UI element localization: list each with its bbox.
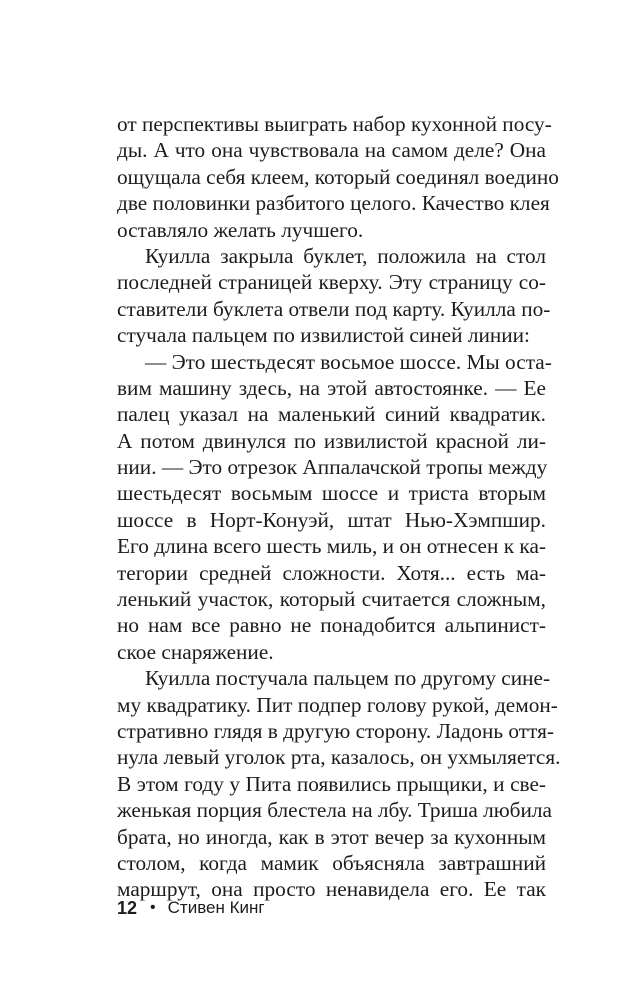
text-line: ставители буклета отвели под карту. Куилла по-: [117, 296, 551, 321]
running-head-author: Стивен Кинг: [167, 898, 265, 917]
text-line: брата, но иногда, как в этот вечер за кухонным: [117, 824, 546, 849]
text-line: от перспективы выиграть набор кухонной посу-: [117, 112, 552, 136]
text-line: А потом двинулся по извилистой красной ли-: [117, 428, 546, 453]
paragraph: [117, 111, 559, 243]
text-line: Его длина всего шесть миль, и он отнесен к ка-: [117, 534, 546, 559]
text-line: Куилла постучала пальцем по другому сине-: [145, 666, 551, 691]
text-line: столом, когда мамик объясняла завтрашний: [117, 850, 546, 875]
footer-bullet: •: [150, 899, 156, 916]
body-text: [117, 111, 561, 903]
text-line: ское снаряжение.: [117, 639, 274, 664]
paragraph: [117, 243, 551, 349]
text-line: Куилла закрыла буклет, положила на стол: [145, 243, 546, 268]
text-line: стративно глядя в другую сторону. Ладонь оття-: [117, 718, 554, 743]
page-footer: [117, 896, 265, 920]
text-line: маршрут, она просто ненавидела его. Ее так: [117, 877, 546, 902]
paragraph: [117, 665, 561, 903]
text-line: шоссе в Норт-Конуэй, штат Нью-Хэмпшир.: [117, 507, 546, 532]
page-number: 12: [117, 897, 138, 918]
text-line: ленький участок, который считается сложным,: [117, 587, 546, 612]
paragraph: [117, 349, 552, 666]
text-line: но нам все равно не понадобится альпинист-: [117, 613, 546, 638]
text-line: вим машину здесь, на этой автостоянке. — Ее: [117, 375, 546, 400]
text-line: нула левый уголок рта, казалось, он ухмыляется.: [117, 745, 561, 770]
text-line: шестьдесят восьмым шоссе и триста вторым: [117, 481, 546, 506]
text-line: В этом году у Пита появились прыщики, и све-: [117, 771, 546, 796]
text-line: стучала пальцем по извилистой синей линии:: [117, 323, 530, 348]
text-line: последней страницей кверху. Эту страницу со-: [117, 270, 546, 295]
text-line: оставляло желать лучшего.: [117, 217, 364, 242]
text-line: ды. А что она чувствовала на самом деле? Она: [117, 138, 546, 163]
text-line: две половинки разбитого целого. Качество клея: [117, 191, 550, 216]
text-line: — Это шестьдесят восьмое шоссе. Мы оста-: [145, 349, 552, 374]
text-line: тегории средней сложности. Хотя... есть ма-: [117, 560, 546, 585]
text-line: ощущала себя клеем, который соединял воедино: [117, 164, 559, 189]
text-line: палец указал на маленький синий квадратик.: [117, 402, 546, 427]
text-line: женькая порция блестела на лбу. Триша любила: [117, 798, 552, 823]
text-line: му квадратику. Пит подпер голову рукой, демон-: [117, 692, 558, 717]
text-line: нии. — Это отрезок Аппалачской тропы между: [117, 455, 548, 480]
